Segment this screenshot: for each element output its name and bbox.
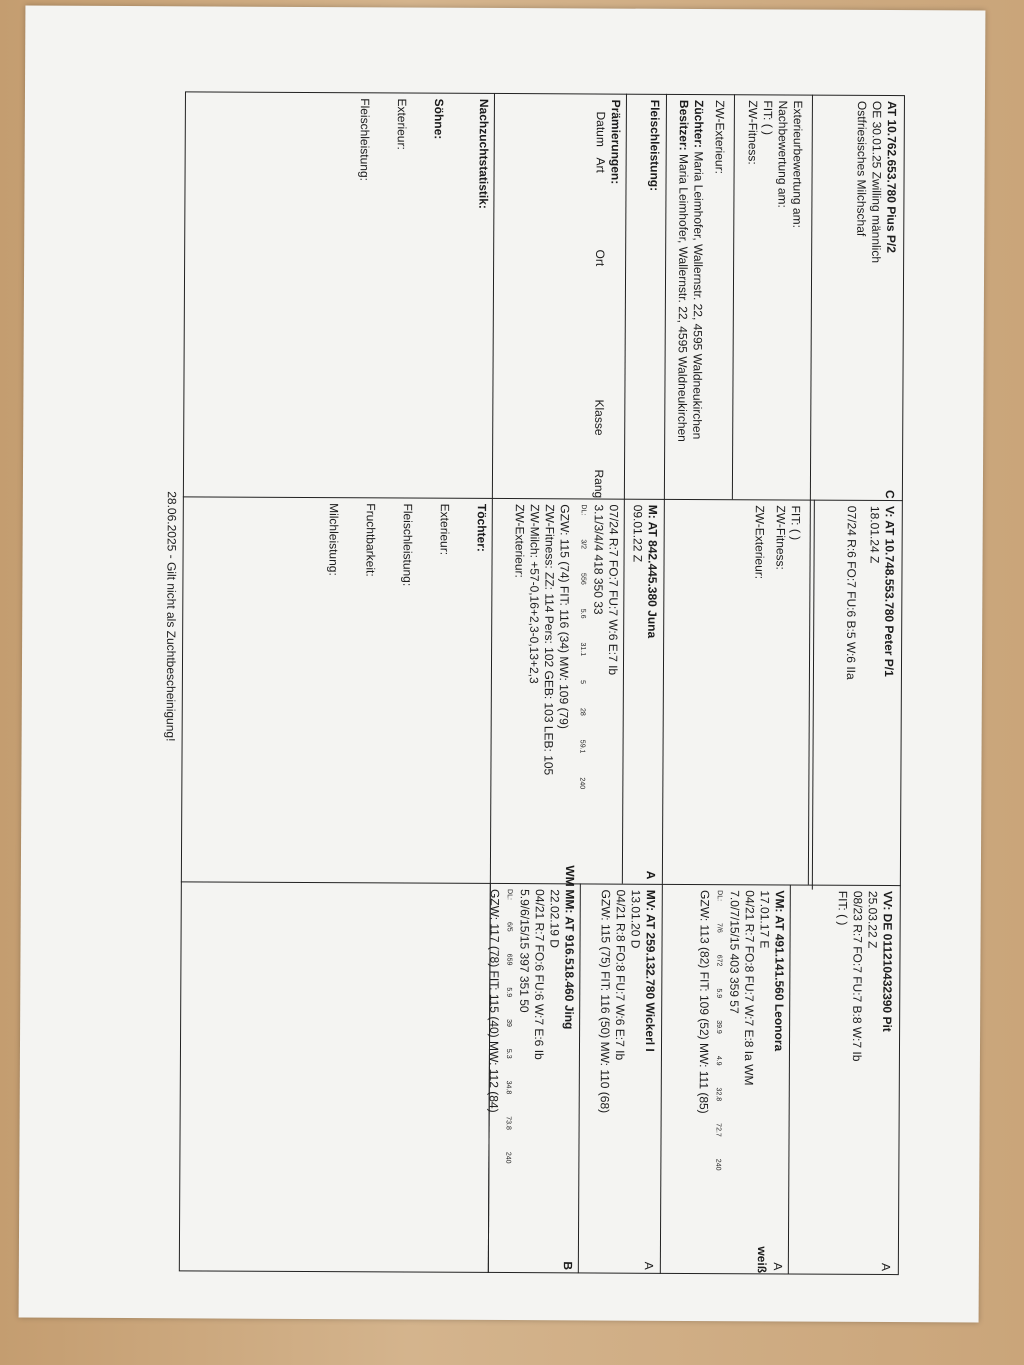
- sire-dam-dl-6: 32.8: [714, 1087, 722, 1102]
- animal-birth: OE 30.01.25 Zwilling männlich: [869, 100, 884, 264]
- toechter-block: [325, 503, 488, 587]
- dam-gzw: GZW: 115 (74) FIT: 116 (34) MW: 109 (79): [556, 504, 572, 729]
- dam-dam-dl-4: 39: [505, 1019, 513, 1027]
- animal-block: [853, 101, 899, 263]
- sire-dam-flag: A: [770, 1262, 785, 1271]
- dam-fitness: ZW-Fitness: ZZ: 114 Pers: 102 GEB: 103 LEB: 105: [541, 504, 557, 776]
- toechter-fruchtbarkeit: Fruchtbarkeit:: [363, 503, 378, 577]
- col-klasse: Klasse: [592, 399, 607, 436]
- dam-dam-score: 04/21 R:7 FO:6 FU:6 W:7 E:6 Ib: [531, 889, 547, 1060]
- sire-dam-lact: 7.0/7/15/15 403 359 57: [727, 890, 742, 1014]
- sire-eval-block: [751, 505, 802, 579]
- dam-perf-block: [510, 504, 620, 789]
- sire-dam-dl-0: DL:: [715, 890, 723, 902]
- dam-dam-gzw: GZW: 117 (78) FIT: 115 (40) MW: 112 (84): [486, 888, 502, 1113]
- zuechter-row: [689, 100, 706, 442]
- dam-milch: ZW-Milch: +57-0,16+2,3-0,13+2,3: [526, 504, 542, 684]
- besitzer-row: [674, 100, 691, 442]
- dam-dam-dl-2: 659: [505, 953, 513, 966]
- animal-eval-block: [744, 100, 805, 228]
- dam-dam-block: [485, 889, 576, 1164]
- sire-sire-block: [834, 891, 895, 1062]
- sire-zw-exterieur: ZW-Exterieur:: [752, 505, 767, 580]
- dam-dam-flag: WM: [562, 865, 577, 887]
- praemierungen-label: Prämierungen:: [608, 99, 623, 185]
- dam-dam-lact: 5.9/6/15/15 397 351 50: [517, 889, 532, 1013]
- sire-dam-dl-3: 5.9: [715, 988, 723, 999]
- dam-dam-dl-0: DL:: [505, 889, 513, 900]
- col-art: Art: [593, 157, 608, 173]
- sire-sire-fit: FIT: ( ): [835, 890, 850, 926]
- dam-title: M: AT 842.445.380 Juna: [645, 504, 660, 639]
- sire-dam-dl-2: 672: [715, 954, 723, 967]
- dam-date: 09.01.22 Z: [630, 504, 645, 563]
- sire-dam-dl-4: 39.9: [715, 1020, 723, 1034]
- animal-title: AT 10.762.653.780 Pius P/2: [884, 100, 899, 253]
- dam-dam-flag2: B: [560, 1261, 575, 1271]
- zuechter-value: Maria Leimhofer, Wallernstr. 22, 4595 Waldneukirchen: [690, 147, 706, 440]
- dam-dl-6: 28: [578, 707, 586, 716]
- sire-dam-dl-row: [710, 890, 726, 1170]
- sire-dam-gzw: GZW: 113 (82) FIT: 109 (52) MW: 111 (85): [696, 890, 712, 1114]
- sire-sire-flag: A: [878, 1262, 893, 1272]
- toechter-fleisch: Fleischleistung:: [400, 503, 415, 587]
- dam-dam-date: 22.02.19 D: [547, 889, 562, 949]
- sire-score: 07/24 R:6 FO:7 FU:6 B:5 W:6 IIa: [843, 505, 859, 680]
- animal-zw-fitness: ZW-Fitness:: [745, 100, 760, 165]
- dam-dam-dl-5: 5.3: [504, 1048, 512, 1059]
- col-datum: Datum: [593, 111, 608, 147]
- sire-sire-title: VV: DE 011210432390 Pit: [880, 890, 895, 1032]
- progeny-title: Nachzuchtstatistik:: [476, 98, 491, 209]
- dam-dl-0: DL:: [579, 504, 587, 516]
- sire-dam-title: VM: AT 491.141.560 Leonora: [771, 890, 787, 1052]
- fleisch-block: [646, 100, 661, 191]
- pedigree-sheet: [163, 91, 905, 1275]
- dam-dl-8: 240: [578, 777, 586, 790]
- animal-owner-block: [674, 100, 727, 442]
- dam-dl-2: 556: [579, 573, 587, 585]
- sire-dam-color: weiß: [754, 1246, 769, 1274]
- sire-dam-dl-7: 72.7: [714, 1123, 722, 1137]
- sire-block: [843, 506, 897, 680]
- sire-flag: C: [882, 489, 897, 499]
- dam-dl-4: 31.1: [579, 642, 587, 657]
- dam-ext: ZW-Exterieur:: [512, 504, 527, 578]
- progeny-block: [356, 98, 491, 209]
- zuechter-label: Züchter:: [691, 99, 706, 149]
- besitzer-label: Besitzer:: [676, 99, 691, 151]
- dam-flag: A: [643, 870, 658, 880]
- praemierungen-block: [591, 99, 623, 499]
- animal-re-eval: Nachbewertung am:: [775, 100, 790, 208]
- besitzer-value: Maria Leimhofer, Wallernstr. 22, 4595 Waldneukirchen: [675, 150, 691, 442]
- soehne-exterieur: Exterieur:: [394, 98, 409, 150]
- sire-date: 18.01.24 Z: [867, 505, 882, 564]
- sire-fit: FIT: ( ): [788, 505, 803, 541]
- soehne-fleisch: Fleischleistung:: [357, 98, 372, 182]
- sire-dam-dl-5: 4.9: [714, 1055, 722, 1066]
- paper-sheet: [19, 5, 986, 1322]
- toechter-label: Töchter:: [474, 503, 489, 552]
- dam-dam-dl-7: 73.8: [504, 1116, 512, 1130]
- fleisch-label: Fleischleistung:: [647, 99, 662, 192]
- dam-dl-3: 5.6: [579, 608, 587, 619]
- praemierungen-header: [591, 99, 608, 499]
- sire-sire-date: 25.03.22 Z: [865, 890, 880, 949]
- dam-block: [629, 505, 660, 639]
- dam-sire-flag: A: [641, 1261, 656, 1270]
- sire-title: V: AT 10.748.553.780 Peter P/1: [881, 505, 897, 677]
- dam-sire-title: MV: AT 259.132.780 Wickerl I: [642, 889, 658, 1052]
- col-rang: Rang: [591, 469, 607, 499]
- animal-breed: Ostfriesisches Milchschaf: [854, 100, 869, 237]
- dam-dl-5: 5: [578, 680, 586, 685]
- sire-dam-score: 04/21 R:7 FO:8 FU:7 W:7 E:8 Ia WM: [741, 890, 757, 1086]
- dam-score: 07/24 R:7 FO:7 FU:7 W:6 E:7 Ib: [605, 504, 621, 676]
- dam-sire-score: 04/21 R:8 FO:8 FU:7 W:6 E:7 Ib: [612, 889, 628, 1061]
- dam-dam-dl-6: 34.8: [504, 1080, 512, 1095]
- dam-sire-block: [597, 890, 658, 1114]
- col-ort: Ort: [593, 249, 608, 267]
- sire-dam-dl-1: 7/6: [715, 923, 723, 933]
- dam-sire-gzw: GZW: 115 (75) FIT: 116 (50) MW: 110 (68): [597, 889, 613, 1114]
- animal-ext-eval: Exterieurbewertung am:: [790, 100, 805, 228]
- dam-dam-dl-3: 5.9: [505, 987, 513, 998]
- soehne-label: Söhne:: [431, 98, 446, 140]
- dam-dam-dl-row: [500, 889, 516, 1164]
- sire-sire-score: 08/23 R:7 FO:7 FU:7 B:8 W:7 Ib: [849, 890, 865, 1062]
- dam-lact: 3.1/3/4/4 418 350 33: [591, 504, 606, 615]
- animal-zw-exterieur: ZW-Exterieur:: [712, 100, 727, 174]
- dam-dam-dl-8: 240: [504, 1151, 512, 1164]
- dam-dam-title: MM: AT 916.518.460 Jing: [562, 889, 577, 1030]
- dam-dam-dl-1: 6/5: [505, 921, 513, 932]
- sire-dam-date: 17.01.17 E: [757, 890, 772, 949]
- sire-zw-fitness: ZW-Fitness:: [773, 505, 788, 570]
- sire-dam-block: [695, 890, 786, 1171]
- dam-sire-date: 13.01.20 D: [628, 889, 643, 949]
- animal-fit: FIT: ( ): [760, 100, 775, 136]
- toechter-milch: Milchleistung:: [326, 503, 341, 576]
- dam-dl-7: 59.1: [578, 739, 586, 754]
- dam-dl-row: [574, 504, 590, 789]
- toechter-exterieur: Exterieur:: [437, 503, 452, 556]
- dam-dl-1: 3/2: [579, 539, 587, 550]
- footer-note: 28.06.2025 - Gilt nicht als Zuchtbescheinigung!: [163, 491, 179, 742]
- sire-dam-dl-8: 240: [714, 1158, 722, 1171]
